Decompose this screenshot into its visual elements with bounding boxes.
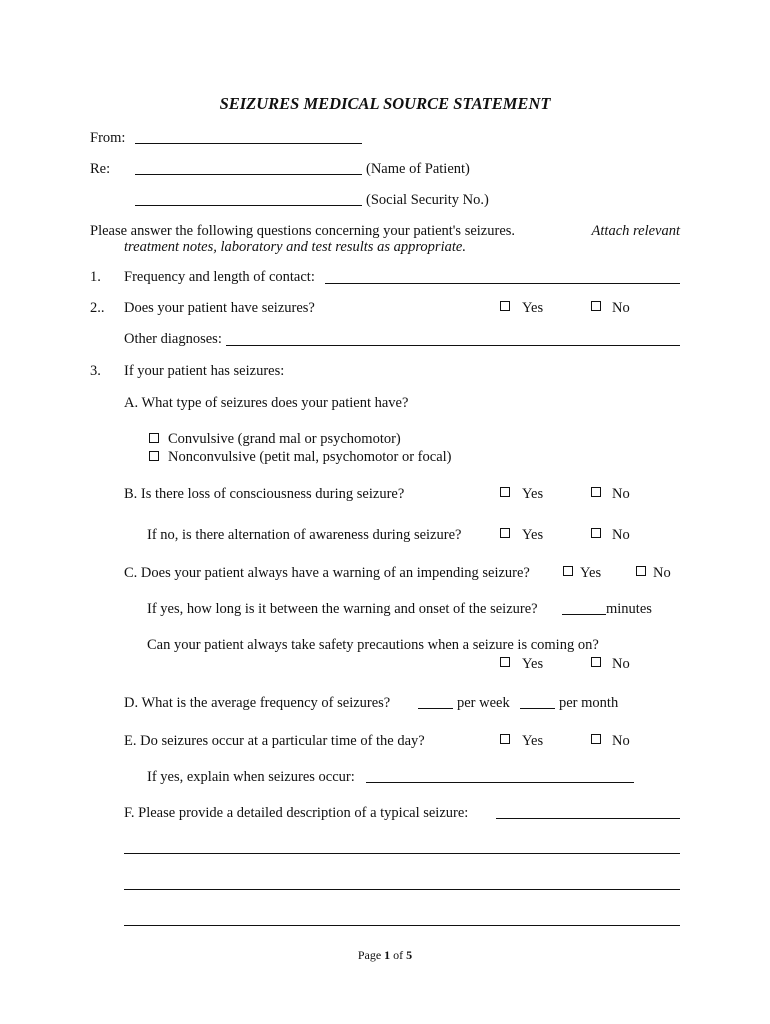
q3e-no-label: No (612, 733, 630, 749)
q3d-per-week-label: per week (457, 695, 510, 711)
q2-number: 2.. (90, 300, 105, 316)
q3c-text: C. Does your patient always have a warning of an impending seizure? (124, 565, 530, 581)
q3f-field-line-3[interactable] (124, 889, 680, 890)
q3c-no-label: No (653, 565, 671, 581)
q2-no-label: No (612, 300, 630, 316)
ssn-caption: (Social Security No.) (366, 192, 489, 208)
q3e-yes-label: Yes (522, 733, 544, 749)
other-diagnoses-label: Other diagnoses: (124, 331, 222, 347)
q3c-precautions-yes-label: Yes (522, 656, 544, 672)
q3d-per-month-label: per month (559, 695, 619, 711)
instructions-italic-1: Attach relevant (591, 223, 680, 239)
q3b-no-label: No (612, 486, 630, 502)
q3d-per-month-field[interactable] (520, 708, 555, 709)
page-of-label: of (393, 948, 404, 962)
q2-text: Does your patient have seizures? (124, 300, 315, 316)
q3c-precautions-yes-checkbox[interactable] (500, 657, 510, 667)
q3b-followup-text: If no, is there alternation of awareness during seizure? (147, 527, 462, 543)
q3e-followup-text: If yes, explain when seizures occur: (147, 769, 355, 785)
q3e-no-checkbox[interactable] (591, 734, 601, 744)
page-number (0, 949, 770, 961)
q3a-convulsive-checkbox[interactable] (149, 433, 159, 443)
q3f-field-line-4[interactable] (124, 925, 680, 926)
q3c-yes-label: Yes (580, 565, 602, 581)
re-label: Re: (90, 161, 111, 177)
q3b-followup-no-label: No (612, 527, 630, 543)
q3b-text: B. Is there loss of consciousness during seizure? (124, 486, 405, 502)
page-current: 1 (384, 948, 391, 962)
page-total: 5 (406, 948, 413, 962)
q3-number: 3. (90, 363, 101, 379)
q3e-yes-checkbox[interactable] (500, 734, 510, 744)
q3b-yes-checkbox[interactable] (500, 487, 510, 497)
q3a-convulsive-label: Convulsive (grand mal or psychomotor) (168, 431, 401, 447)
q2-yes-checkbox[interactable] (500, 301, 510, 311)
q2-yes-label: Yes (522, 300, 544, 316)
q3d-text: D. What is the average frequency of seizures? (124, 695, 391, 711)
q3b-followup-yes-label: Yes (522, 527, 544, 543)
q3c-precautions-no-label: No (612, 656, 630, 672)
q3b-followup-no-checkbox[interactable] (591, 528, 601, 538)
q3f-field-line-2[interactable] (124, 853, 680, 854)
q3c-precautions-text: Can your patient always take safety precautions when a seizure is coming on? (147, 637, 599, 653)
patient-name-field[interactable] (135, 174, 362, 175)
instructions-lead: Please answer the following questions concerning your patient's seizures. (90, 223, 516, 239)
q3c-warning-text: If yes, how long is it between the warning and onset of the seizure? (147, 601, 538, 617)
q3a-nonconvulsive-label: Nonconvulsive (petit mal, psychomotor or focal) (168, 449, 452, 465)
q3e-followup-field[interactable] (366, 782, 634, 783)
page-label: Page (357, 948, 382, 962)
ssn-field[interactable] (135, 205, 362, 206)
page-title: SEIZURES MEDICAL SOURCE STATEMENT (219, 94, 551, 113)
q3a-nonconvulsive-checkbox[interactable] (149, 451, 159, 461)
q3f-text: F. Please provide a detailed description of a typical seizure: (124, 805, 469, 821)
q2-no-checkbox[interactable] (591, 301, 601, 311)
other-diagnoses-field[interactable] (226, 345, 680, 346)
q3c-minutes-label: minutes (606, 601, 652, 617)
q1-text: Frequency and length of contact: (124, 269, 315, 285)
q3c-precautions-no-checkbox[interactable] (591, 657, 601, 667)
q3f-field-line-1[interactable] (496, 818, 680, 819)
q1-field[interactable] (325, 283, 680, 284)
q1-number: 1. (90, 269, 101, 285)
from-label: From: (90, 130, 126, 146)
instructions-italic-2: treatment notes, laboratory and test results as appropriate. (124, 239, 466, 255)
q3b-no-checkbox[interactable] (591, 487, 601, 497)
q3-text: If your patient has seizures: (124, 363, 285, 379)
q3b-yes-label: Yes (522, 486, 544, 502)
instructions-line-1 (90, 224, 680, 239)
q3e-text: E. Do seizures occur at a particular time of the day? (124, 733, 425, 749)
from-field[interactable] (135, 143, 362, 144)
q3a-text: A. What type of seizures does your patient have? (124, 395, 409, 411)
patient-name-caption: (Name of Patient) (366, 161, 470, 177)
q3c-yes-checkbox[interactable] (563, 566, 573, 576)
q3d-per-week-field[interactable] (418, 708, 453, 709)
q3c-no-checkbox[interactable] (636, 566, 646, 576)
q3b-followup-yes-checkbox[interactable] (500, 528, 510, 538)
q3c-minutes-field[interactable] (562, 614, 606, 615)
